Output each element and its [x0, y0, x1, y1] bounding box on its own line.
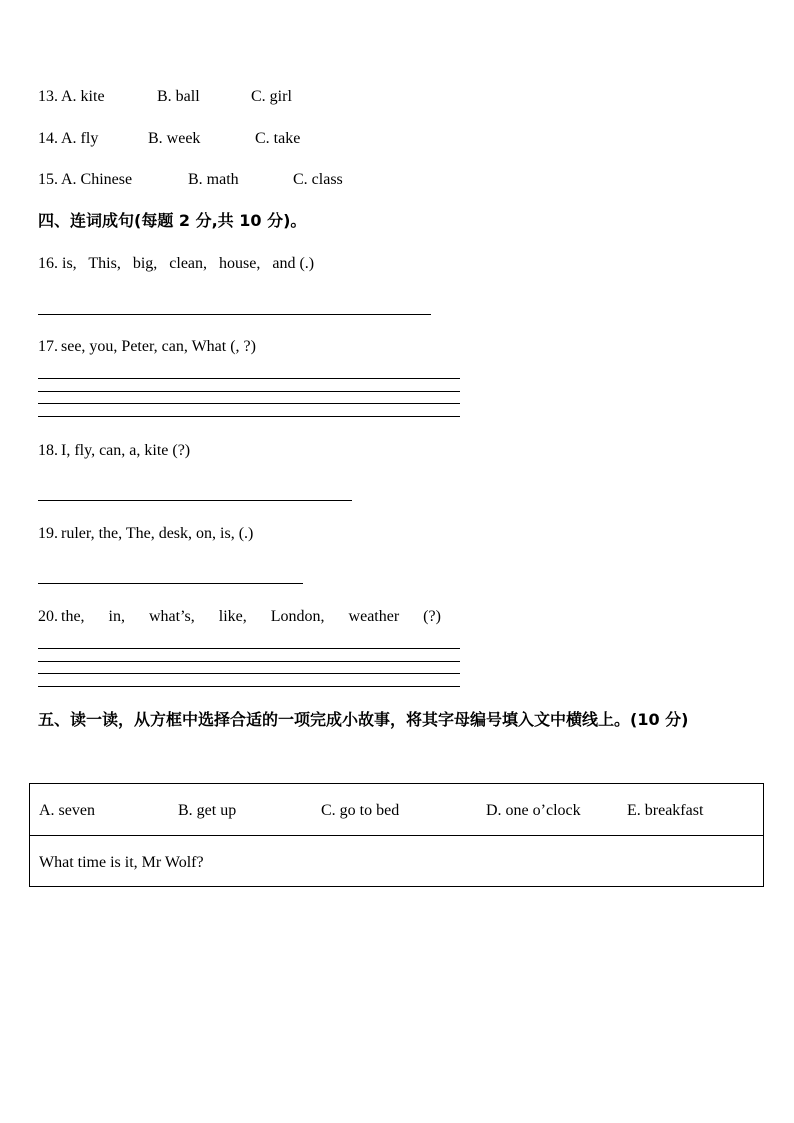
option-a: A. fly: [61, 130, 99, 147]
question-number: 14.: [38, 130, 58, 147]
item-number: 17.: [38, 338, 58, 355]
item-words: the, in, what’s, like, London, weather (?): [61, 608, 441, 625]
answer-line[interactable]: [38, 391, 460, 392]
box-option-c: C. go to bed: [321, 802, 400, 819]
box-option-e: E. breakfast: [627, 802, 704, 819]
option-a: A. Chinese: [61, 171, 133, 188]
box-divider: [30, 835, 763, 836]
item-words: see, you, Peter, can, What (, ?): [61, 338, 256, 355]
options-box: [29, 783, 764, 887]
answer-line[interactable]: [38, 661, 460, 662]
section-4-title: 四、连词成句(每题 2 分,共 10 分)。: [38, 211, 307, 230]
item-words: ruler, the, The, desk, on, is, (.): [61, 525, 254, 542]
item-number: 20.: [38, 608, 58, 625]
item-words: is, This, big, clean, house, and (.): [62, 255, 315, 272]
question-number: 13.: [38, 88, 58, 105]
option-b: B. week: [148, 130, 201, 147]
item-number: 18.: [38, 442, 58, 459]
option-b: B. ball: [157, 88, 200, 105]
answer-line[interactable]: [38, 500, 352, 501]
answer-line[interactable]: [38, 673, 460, 674]
box-option-d: D. one o’clock: [486, 802, 581, 819]
answer-line[interactable]: [38, 583, 303, 584]
option-c: C. girl: [251, 88, 292, 105]
option-c: C. class: [293, 171, 343, 188]
box-option-a: A. seven: [39, 802, 95, 819]
answer-line[interactable]: [38, 686, 460, 687]
answer-line[interactable]: [38, 314, 431, 315]
section-5-title: 五、读一读，从方框中选择合适的一项完成小故事，将其字母编号填入文中横线上。(10 分): [38, 710, 689, 729]
item-words: I, fly, can, a, kite (?): [61, 442, 191, 459]
item-number: 16.: [38, 255, 58, 272]
story-line: What time is it, Mr Wolf?: [39, 854, 204, 871]
option-a: A. kite: [61, 88, 105, 105]
question-number: 15.: [38, 171, 58, 188]
answer-line[interactable]: [38, 403, 460, 404]
answer-line[interactable]: [38, 378, 460, 379]
option-b: B. math: [188, 171, 239, 188]
answer-line[interactable]: [38, 416, 460, 417]
answer-line[interactable]: [38, 648, 460, 649]
option-c: C. take: [255, 130, 301, 147]
item-number: 19.: [38, 525, 58, 542]
box-option-b: B. get up: [178, 802, 237, 819]
